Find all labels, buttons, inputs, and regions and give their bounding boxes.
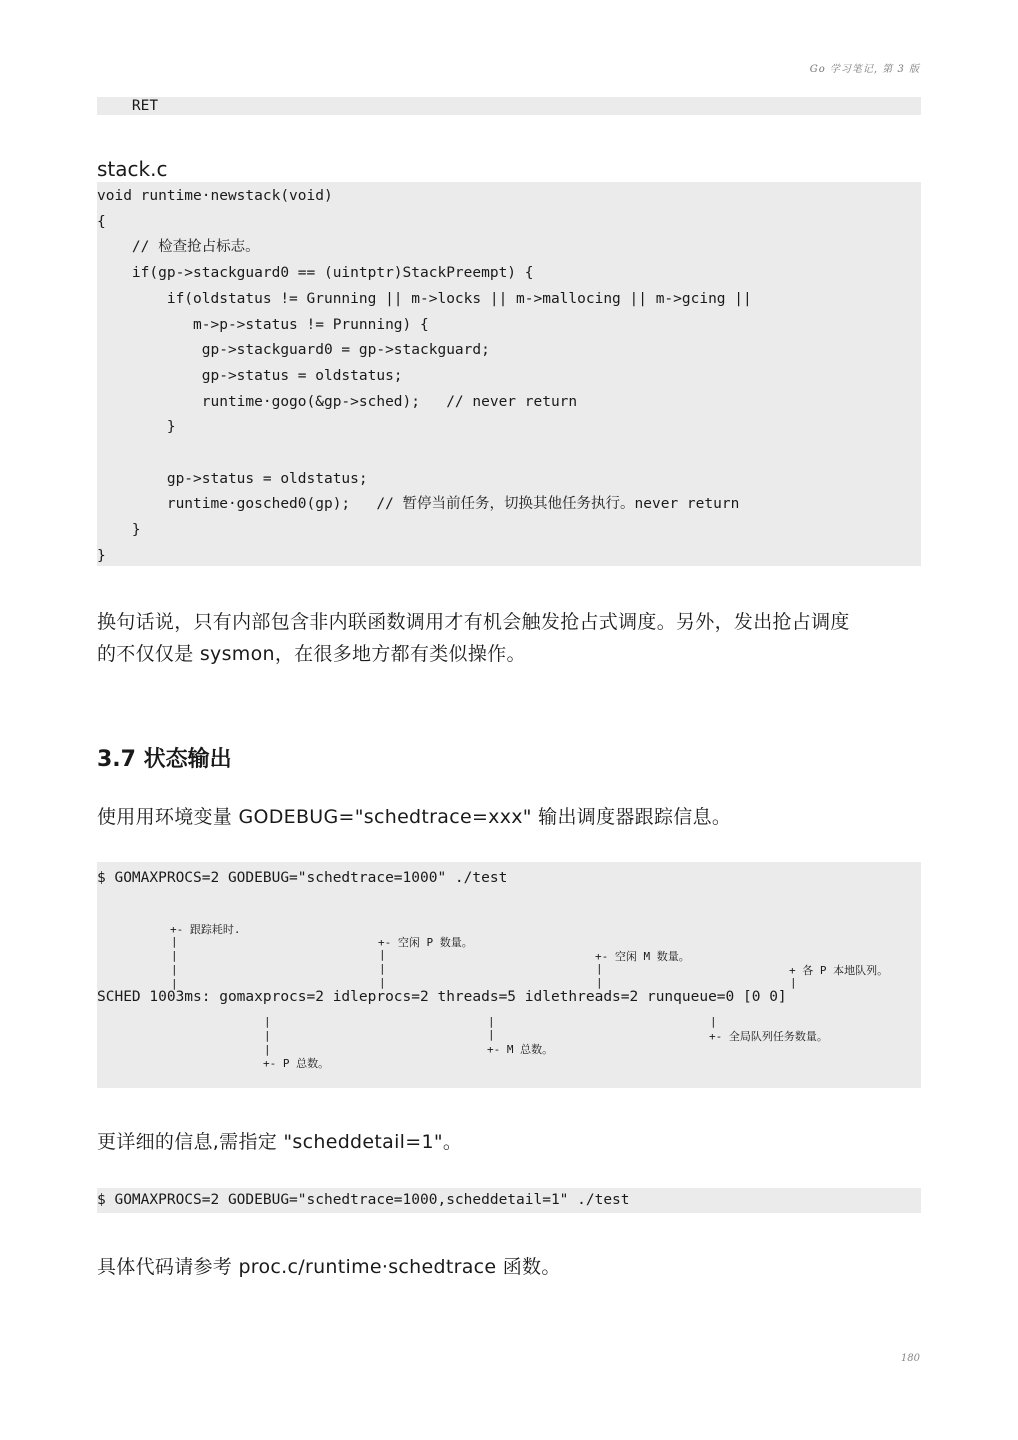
code-line: } xyxy=(97,419,176,436)
code-line: { xyxy=(97,213,106,230)
schedtrace-diagram xyxy=(97,862,921,1088)
code-line: $ GOMAXPROCS=2 GODEBUG="schedtrace=1000,scheddetail=1" ./test xyxy=(97,1192,630,1208)
code-line: gp->status = oldstatus; xyxy=(97,367,403,384)
pipe: | xyxy=(171,935,178,948)
pipe: | xyxy=(488,1028,495,1041)
paragraph-reference: 具体代码请参考 proc.c/runtime·schedtrace 函数。 xyxy=(97,1256,561,1278)
pipe: | xyxy=(596,962,603,975)
code-block-stack-c xyxy=(97,182,921,566)
code-line: gp->stackguard0 = gp->stackguard; xyxy=(97,342,490,359)
code-filename: stack.c xyxy=(97,157,168,181)
paragraph-line: 换句话说，只有内部包含非内联函数调用才有机会触发抢占式调度。另外，发出抢占调度 xyxy=(97,611,850,633)
pipe: | xyxy=(379,962,386,975)
paragraph-preemption xyxy=(97,606,921,670)
annotation-idle-m: +- 空闲 M 数量。 xyxy=(595,950,690,963)
code-line: if(oldstatus != Grunning || m->locks || m->mallocing || m->gcing || xyxy=(97,290,752,307)
section-title: 3.7 状态输出 xyxy=(97,747,232,772)
annotation-idle-p: +- 空闲 P 数量。 xyxy=(378,936,473,949)
pipe: | xyxy=(264,1015,271,1028)
code-line xyxy=(97,441,921,467)
pipe: | xyxy=(171,977,178,990)
annotation-total-m: +- M 总数。 xyxy=(487,1043,554,1056)
pipe: | xyxy=(596,976,603,989)
annotation-trace-time: +- 跟踪耗时. xyxy=(170,923,241,936)
code-block-ret xyxy=(97,97,921,115)
code-line: m->p->status != Prunning) { xyxy=(97,316,429,333)
paragraph-line: 的不仅仅是 sysmon，在很多地方都有类似操作。 xyxy=(97,643,526,665)
page-number: 180 xyxy=(900,1353,920,1364)
annotation-local-queue: + 各 P 本地队列。 xyxy=(789,964,889,977)
annotation-global-queue: +- 全局队列任务数量。 xyxy=(709,1030,828,1043)
code-line: runtime·gosched0(gp); // 暂停当前任务，切换其他任务执行。never return xyxy=(97,496,740,513)
code-line: // 检查抢占标志。 xyxy=(97,239,260,256)
running-header: Go 学习笔记, 第 3 版 xyxy=(809,64,920,75)
pipe: | xyxy=(488,1015,495,1028)
pipe: | xyxy=(710,1015,717,1028)
code-line: RET xyxy=(97,98,159,114)
shell-command: $ GOMAXPROCS=2 GODEBUG="schedtrace=1000" ./test xyxy=(97,870,508,886)
pipe: | xyxy=(171,949,178,962)
code-line: gp->status = oldstatus; xyxy=(97,470,368,487)
paragraph-godebug: 使用用环境变量 GODEBUG="schedtrace=xxx" 输出调度器跟踪信息。 xyxy=(97,806,732,828)
pipe: | xyxy=(264,1043,271,1056)
code-line: runtime·gogo(&gp->sched); // never return xyxy=(97,393,578,410)
pipe: | xyxy=(379,948,386,961)
pipe: | xyxy=(790,976,797,989)
code-line: if(gp->stackguard0 == (uintptr)StackPreempt) { xyxy=(97,265,534,282)
code-block-scheddetail xyxy=(97,1188,921,1213)
sched-output-line: SCHED 1003ms: gomaxprocs=2 idleprocs=2 threads=5 idlethreads=2 runqueue=0 [0 0] xyxy=(97,989,787,1005)
pipe: | xyxy=(379,976,386,989)
code-line: } xyxy=(97,522,141,539)
code-line: void runtime·newstack(void) xyxy=(97,188,333,204)
annotation-total-p: +- P 总数。 xyxy=(263,1057,330,1070)
paragraph-scheddetail: 更详细的信息,需指定 "scheddetail=1"。 xyxy=(97,1131,463,1153)
code-line: } xyxy=(97,547,106,564)
pipe: | xyxy=(264,1029,271,1042)
pipe: | xyxy=(171,963,178,976)
